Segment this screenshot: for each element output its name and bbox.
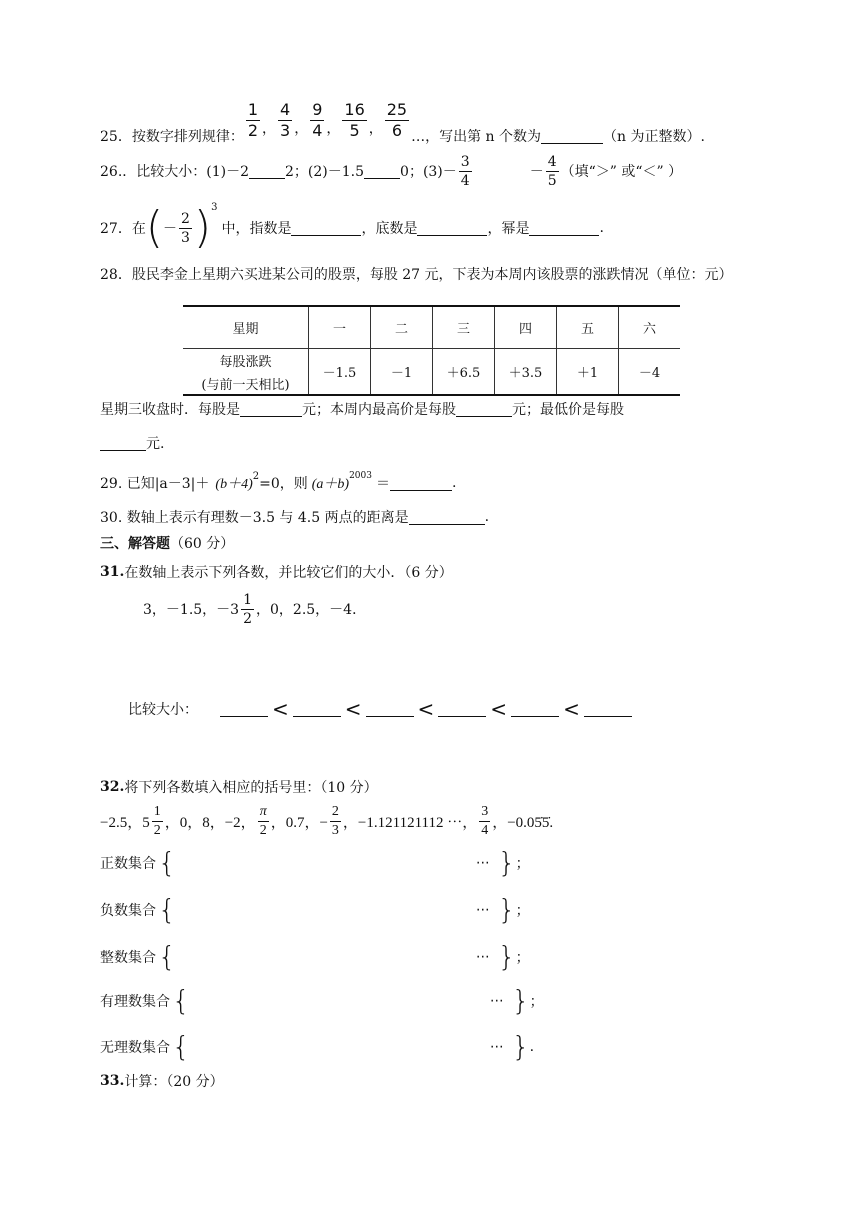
left-brace-icon: { [172,1030,190,1063]
table-cell: ＋3.5 [495,349,557,396]
set-line-2 [100,940,530,974]
table-cell: －4 [619,349,681,396]
question-29 [100,471,456,495]
q32-number-list [100,797,553,845]
q27-text-1: 中，指数是 [221,221,292,237]
right-brace-icon: } [497,846,516,879]
q31-compare-blank[interactable] [220,702,268,717]
q26-fraction-4-5: $\frac{4}{5}$ [547,153,557,189]
less-than-symbol: < [490,697,508,721]
table-row-changes [183,349,680,396]
set-label: 有理数集合 [100,994,170,1010]
q31-list-b: ，0，2.5，－4． [256,602,367,618]
q28-answers-line-2 [100,433,164,453]
q26-hint: （填“＞” 或“＜” ） [560,164,683,180]
q25-label: 25．按数字排列规律： [100,129,244,145]
q30-blank[interactable] [409,510,485,525]
q27-text-3: ，幂是 [487,221,530,237]
q25-comma: ， [262,121,277,137]
set-input-area[interactable] [176,945,476,969]
question-33 [100,1071,224,1091]
q25-fraction: $\frac{4}{3}$ [280,99,291,140]
table-cell: －1 [371,349,433,396]
question-28 [100,264,733,284]
less-than-symbol: < [272,697,289,721]
question-32 [100,777,378,797]
q26-minus: － [529,164,544,180]
set-ellipsis: ⋯ [475,855,490,871]
set-label: 负数集合 [100,903,156,919]
question-30 [100,507,489,527]
set-input-area[interactable] [190,989,490,1013]
q31-compare-blank[interactable] [293,702,341,717]
right-brace-icon: } [497,940,516,973]
right-brace-icon: } [511,984,530,1017]
q32-number: 32. [100,779,125,795]
set-terminator: ； [529,994,544,1010]
q31-number-list [143,587,366,631]
left-paren-icon: ( [145,202,163,253]
q31-text: 在数轴上表示下列各数，并比较它们的大小．（6 分） [124,565,453,581]
q28-blank-wed[interactable] [240,402,302,417]
set-line-3 [100,984,544,1018]
set-ellipsis: ⋯ [489,993,504,1009]
table-day: 二 [371,306,433,349]
q27-sign: － [163,221,177,237]
q32-fraction-1-2: $\frac{1}{2}$ [153,803,161,838]
q25-fraction: $\frac{9}{4}$ [312,99,323,140]
set-terminator: ； [515,856,530,872]
left-brace-icon: { [158,846,176,879]
q26-blank-1[interactable] [249,164,285,179]
right-brace-icon: } [497,893,516,926]
set-line-1 [100,893,530,927]
q26-part2: 2；(2)－1.5 [285,164,365,180]
question-25 [100,100,705,148]
q32-fraction-3-4: $\frac{3}{4}$ [481,803,489,838]
left-brace-icon: { [158,893,176,926]
section-3-title: 三、解答题 [100,536,170,552]
q29-expr-2: (a＋b) [311,477,350,492]
table-day: 三 [433,306,495,349]
q32-part-5: ，−0.05̇5̇. [492,814,554,831]
table-day: 四 [495,306,557,349]
set-ellipsis: ⋯ [475,902,490,918]
table-row-label [183,349,309,396]
set-input-area[interactable] [176,898,476,922]
q25-comma: ， [326,121,341,137]
q27-text-2: ，底数是 [361,221,418,237]
set-line-0 [100,846,530,880]
q25-answer-blank[interactable] [541,129,603,144]
q25-fraction: $\frac{25}{6}$ [386,99,408,140]
section-3-heading [100,533,234,553]
set-terminator: . [529,1039,535,1055]
q32-fraction-2-3: $\frac{2}{3}$ [331,803,339,838]
right-brace-icon: } [511,1030,530,1063]
q25-tail: …，写出第 n 个数为 [411,129,542,145]
q28-blank-max[interactable] [456,402,512,417]
question-31 [100,562,453,582]
q26-fraction-3-4: $\frac{3}{4}$ [460,153,470,189]
q29-mid: =0，则 [259,476,308,492]
left-brace-icon: { [158,940,176,973]
q27-end: . [599,220,604,236]
q28-text-max: 元；本周内最高价是每股 [302,402,456,418]
q32-text: 将下列各数填入相应的括号里：（10 分） [124,780,378,796]
q28-answers-line-1 [100,399,624,419]
q31-mixed-fraction: $\frac{1}{2}$ [243,591,253,627]
q29-exp-1: 2 [252,471,260,482]
table-day: 五 [557,306,619,349]
q33-text: 计算：（20 分） [124,1074,224,1090]
q29-blank[interactable] [390,476,452,491]
row-label-line-1: 每股涨跌 [219,354,272,370]
q29-equals: ＝ [375,476,390,492]
q31-compare-label: 比较大小： [128,702,198,718]
set-label: 整数集合 [100,950,156,966]
row-label-line-2: (与前一天相比) [201,377,290,393]
q26-part1: 26.．比较大小：(1)－2 [100,164,250,180]
q26-part3: 0；(3)－ [400,164,457,180]
q30-end: . [484,509,490,525]
section-3-score: （60 分） [170,536,235,552]
q32-part-2: ，0，8，−2， [164,814,256,831]
table-day: 一 [309,306,371,349]
question-27 [100,200,604,256]
table-row-header [183,306,680,349]
q31-compare-row [128,697,632,721]
set-ellipsis: ⋯ [489,1039,504,1055]
q28-text-wed: 星期三收盘时．每股是 [100,402,240,418]
q25-comma: ， [368,121,383,137]
q27-blank-power[interactable] [529,221,599,236]
set-terminator: ； [515,950,530,966]
set-line-4 [100,1030,534,1064]
table-cell: ＋1 [557,349,619,396]
right-paren-icon: ) [193,202,212,253]
set-label: 无理数集合 [100,1040,170,1056]
q25-fraction: $\frac{16}{5}$ [344,99,365,140]
q25-fraction: $\frac{1}{2}$ [247,99,259,140]
q28-text-yuan: 元. [146,436,165,452]
q29-exp-2: 2003 [349,471,372,481]
q26-blank-2[interactable] [364,164,400,179]
q31-compare-blanks [220,697,632,721]
q27-fraction: $\frac{2}{3}$ [181,210,190,246]
less-than-symbol: < [417,697,435,721]
table-cell: ＋6.5 [433,349,495,396]
q32-part-4: ，−1.121121112 ⋯， [342,814,478,831]
set-ellipsis: ⋯ [475,949,490,965]
q25-comma: ， [294,121,309,137]
q25-note: （n 为正整数）. [603,129,705,145]
set-label: 正数集合 [100,856,156,872]
q27-blank-exponent[interactable] [291,221,361,236]
q31-compare-blank[interactable] [511,702,559,717]
q31-number: 31. [100,564,125,580]
q28-blank-min[interactable] [100,436,146,451]
question-26 [100,150,682,192]
q28-text: 28．股民李金上星期六买进某公司的股票，每股 27 元，下表为本周内该股票的涨跌情况（单位：元） [100,267,733,283]
table-cell: －1.5 [309,349,371,396]
q29-prefix: 29. 已知|a－3|＋ [100,476,210,492]
q29-end: . [451,475,457,491]
set-input-area[interactable] [176,851,476,875]
q31-compare-blank[interactable] [438,702,486,717]
q32-part-1: −2.5，5 [100,814,150,831]
q33-number: 33. [100,1073,125,1089]
stock-change-table [183,305,680,396]
q31-compare-blank[interactable] [366,702,414,717]
q32-fraction-pi-2: $\frac{\pi}{2}$ [259,803,267,838]
less-than-symbol: < [344,697,362,721]
q30-text: 30. 数轴上表示有理数－3.5 与 4.5 两点的距离是 [100,510,409,526]
q27-blank-base[interactable] [417,221,487,236]
table-day: 六 [619,306,681,349]
q29-expr-1: (b＋4) [215,477,253,492]
left-brace-icon: { [172,984,190,1017]
q28-text-min: 元；最低价是每股 [512,402,624,418]
set-terminator: ； [515,903,530,919]
table-header-label: 星期 [183,306,309,349]
set-input-area[interactable] [190,1035,490,1059]
q27-label: 27．在 [100,221,146,237]
q25-sequence [244,99,411,140]
q31-list-a: 3，－1.5，－3 [143,602,240,618]
less-than-symbol: < [563,697,580,721]
q27-exponent: 3 [211,202,218,213]
q32-part-3: ，0.7，− [270,814,328,831]
q31-compare-blank[interactable] [584,702,632,717]
